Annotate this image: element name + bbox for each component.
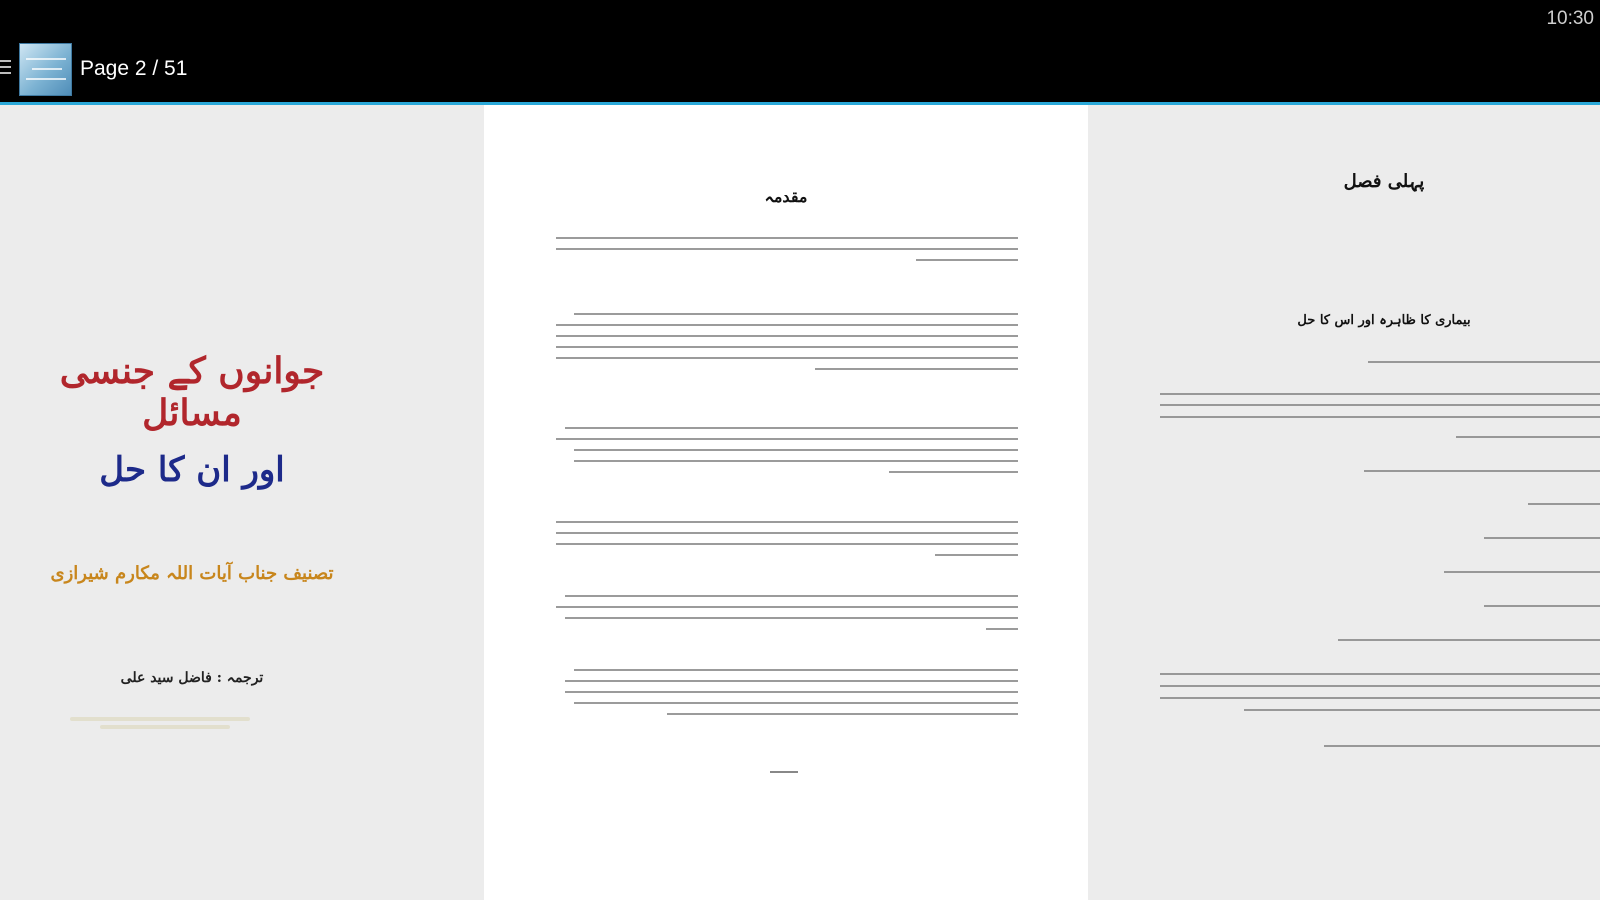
- text-line: [1338, 639, 1600, 641]
- status-bar: [0, 0, 1600, 36]
- text-line: [1528, 503, 1600, 505]
- cover-translator: ترجمہ : فاضل سید علی: [120, 670, 264, 686]
- text-line: [1160, 404, 1600, 406]
- cover-faint-text: [70, 713, 290, 731]
- text-line: [1160, 697, 1600, 699]
- text-line: [1324, 745, 1600, 747]
- paragraph: [556, 427, 1018, 482]
- paragraph: [556, 669, 1018, 724]
- paragraph: [556, 237, 1018, 270]
- text-line: [1444, 571, 1600, 573]
- text-line: [1160, 673, 1600, 675]
- next-page[interactable]: [1088, 105, 1600, 900]
- paragraph: [556, 313, 1018, 379]
- page-heading: مقدمہ: [764, 187, 808, 206]
- current-page[interactable]: [484, 105, 1088, 900]
- text-line: [1484, 537, 1600, 539]
- status-time: 10:30: [1546, 8, 1594, 29]
- text-line: [1484, 605, 1600, 607]
- text-line: [1364, 470, 1600, 472]
- page-counter: Page 2 / 51: [80, 57, 188, 80]
- paragraph: [556, 521, 1018, 565]
- action-bar: [0, 36, 1600, 102]
- text-line: [1456, 436, 1600, 438]
- cover-title: جوانوں کے جنسی مسائل: [59, 350, 325, 434]
- page-viewer[interactable]: [0, 105, 1600, 900]
- hamburger-menu-icon[interactable]: [0, 60, 12, 78]
- cover-author: تصنیف جناب آیات اللہ مکارم شیرازی: [50, 563, 334, 584]
- text-line: [1368, 361, 1600, 363]
- book-cover-icon[interactable]: [19, 43, 72, 96]
- text-line: [1244, 709, 1600, 711]
- paragraph: [556, 595, 1018, 639]
- section-end-mark: [770, 771, 798, 773]
- text-line: [1160, 393, 1600, 395]
- text-line: [1160, 416, 1600, 418]
- previous-page-cover[interactable]: [0, 105, 484, 900]
- chapter-heading: پہلی فصل: [1343, 171, 1425, 192]
- chapter-subheading: بیماری کا ظاہرہ اور اس کا حل: [1297, 313, 1471, 328]
- text-line: [1160, 685, 1600, 687]
- cover-subtitle: اور ان کا حل: [99, 450, 285, 490]
